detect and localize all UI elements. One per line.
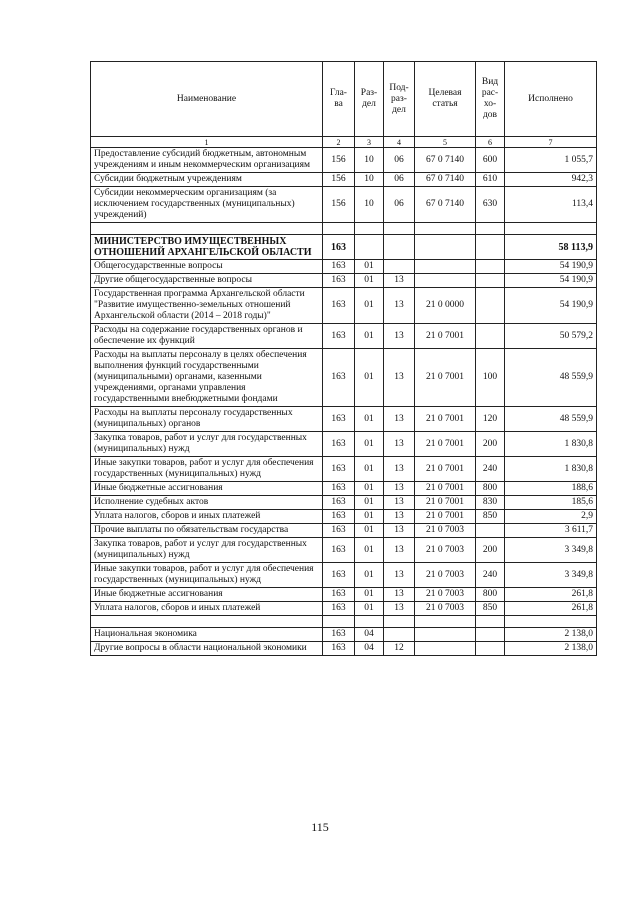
cell-name: Иные закупки товаров, работ и услуг для обеспечения государственных (муниципальных) нужд	[91, 457, 323, 482]
cell-vid	[476, 288, 505, 324]
empty-cell	[505, 223, 597, 235]
table-row	[91, 349, 597, 407]
cell-glava: 163	[323, 288, 355, 324]
empty-cell	[384, 223, 415, 235]
empty-cell	[355, 223, 384, 235]
cell-glava: 163	[323, 563, 355, 588]
cell-vid: 200	[476, 538, 505, 563]
cell-razdel: 10	[355, 187, 384, 223]
cell-ispolneno: 50 579,2	[505, 324, 597, 349]
cell-glava: 163	[323, 274, 355, 288]
header-celevaya: Целевая статья	[415, 62, 476, 137]
cell-celevaya	[415, 235, 476, 260]
cell-ispolneno: 185,6	[505, 496, 597, 510]
cell-celevaya: 67 0 7140	[415, 148, 476, 173]
cell-podrazdel	[384, 260, 415, 274]
cell-ispolneno: 1 830,8	[505, 457, 597, 482]
cell-razdel	[355, 235, 384, 260]
cell-ispolneno: 54 190,9	[505, 274, 597, 288]
cell-ispolneno: 261,8	[505, 602, 597, 616]
column-number: 1	[91, 137, 323, 148]
table-row	[91, 187, 597, 223]
cell-glava: 163	[323, 457, 355, 482]
header-ispolneno: Исполнено	[505, 62, 597, 137]
cell-name: Иные бюджетные ассигнования	[91, 482, 323, 496]
cell-glava: 156	[323, 187, 355, 223]
spacer-row	[91, 616, 597, 628]
cell-podrazdel: 06	[384, 173, 415, 187]
cell-razdel: 01	[355, 432, 384, 457]
header-podrazdel: Под- раз- дел	[384, 62, 415, 137]
cell-vid: 610	[476, 173, 505, 187]
cell-glava: 163	[323, 496, 355, 510]
cell-celevaya	[415, 642, 476, 656]
cell-celevaya: 21 0 0000	[415, 288, 476, 324]
cell-ispolneno: 261,8	[505, 588, 597, 602]
table-row	[91, 274, 597, 288]
cell-celevaya: 21 0 7003	[415, 563, 476, 588]
cell-ispolneno: 3 349,8	[505, 538, 597, 563]
cell-name: Закупка товаров, работ и услуг для государственных (муниципальных) нужд	[91, 432, 323, 457]
cell-celevaya	[415, 260, 476, 274]
cell-vid: 630	[476, 187, 505, 223]
cell-razdel: 01	[355, 538, 384, 563]
table-row	[91, 510, 597, 524]
cell-name: Уплата налогов, сборов и иных платежей	[91, 602, 323, 616]
cell-celevaya: 21 0 7003	[415, 538, 476, 563]
column-number: 6	[476, 137, 505, 148]
cell-vid	[476, 524, 505, 538]
cell-glava: 163	[323, 588, 355, 602]
cell-celevaya: 21 0 7001	[415, 510, 476, 524]
cell-name: Исполнение судебных актов	[91, 496, 323, 510]
cell-celevaya: 21 0 7003	[415, 524, 476, 538]
cell-name: Прочие выплаты по обязательствам государства	[91, 524, 323, 538]
cell-glava: 156	[323, 173, 355, 187]
cell-name: Закупка товаров, работ и услуг для государственных (муниципальных) нужд	[91, 538, 323, 563]
table-row	[91, 235, 597, 260]
cell-ispolneno: 54 190,9	[505, 288, 597, 324]
cell-podrazdel: 12	[384, 642, 415, 656]
cell-podrazdel: 13	[384, 349, 415, 407]
cell-name: Расходы на выплаты персоналу в целях обеспечения выполнения функций государственными (муниципальными) органами, казенными учреждениями, органами управления государственными внебюджетными фондами	[91, 349, 323, 407]
table-header-row	[91, 62, 597, 137]
cell-vid	[476, 274, 505, 288]
cell-podrazdel: 13	[384, 274, 415, 288]
table-row	[91, 563, 597, 588]
cell-razdel: 01	[355, 407, 384, 432]
cell-ispolneno: 2,9	[505, 510, 597, 524]
cell-podrazdel: 13	[384, 602, 415, 616]
cell-celevaya: 21 0 7003	[415, 602, 476, 616]
cell-name: Другие вопросы в области национальной экономики	[91, 642, 323, 656]
table-row	[91, 324, 597, 349]
cell-podrazdel: 13	[384, 457, 415, 482]
cell-glava: 163	[323, 235, 355, 260]
cell-podrazdel: 13	[384, 524, 415, 538]
table-row	[91, 602, 597, 616]
cell-celevaya: 67 0 7140	[415, 187, 476, 223]
cell-razdel: 04	[355, 642, 384, 656]
cell-podrazdel: 13	[384, 563, 415, 588]
cell-ispolneno: 54 190,9	[505, 260, 597, 274]
cell-ispolneno: 48 559,9	[505, 407, 597, 432]
cell-vid: 800	[476, 482, 505, 496]
cell-glava: 163	[323, 538, 355, 563]
spacer-row	[91, 223, 597, 235]
cell-vid: 100	[476, 349, 505, 407]
empty-cell	[415, 223, 476, 235]
cell-glava: 163	[323, 407, 355, 432]
cell-podrazdel: 13	[384, 538, 415, 563]
cell-podrazdel: 13	[384, 482, 415, 496]
empty-cell	[476, 616, 505, 628]
cell-podrazdel: 13	[384, 407, 415, 432]
budget-table	[90, 61, 597, 656]
empty-cell	[476, 223, 505, 235]
empty-cell	[91, 616, 323, 628]
cell-vid: 850	[476, 510, 505, 524]
cell-ispolneno: 942,3	[505, 173, 597, 187]
table-row	[91, 524, 597, 538]
page-number: 115	[311, 820, 329, 834]
cell-ispolneno: 2 138,0	[505, 628, 597, 642]
cell-name: Общегосударственные вопросы	[91, 260, 323, 274]
cell-vid: 830	[476, 496, 505, 510]
cell-vid: 120	[476, 407, 505, 432]
empty-cell	[323, 223, 355, 235]
cell-celevaya: 67 0 7140	[415, 173, 476, 187]
empty-cell	[355, 616, 384, 628]
column-number: 3	[355, 137, 384, 148]
cell-celevaya: 21 0 7003	[415, 588, 476, 602]
cell-razdel: 01	[355, 563, 384, 588]
cell-celevaya: 21 0 7001	[415, 482, 476, 496]
cell-razdel: 01	[355, 457, 384, 482]
cell-podrazdel: 13	[384, 432, 415, 457]
cell-razdel: 01	[355, 274, 384, 288]
header-vid: Вид рас- хо- дов	[476, 62, 505, 137]
cell-ispolneno: 48 559,9	[505, 349, 597, 407]
table-row	[91, 588, 597, 602]
cell-name: Государственная программа Архангельской области "Развитие имущественно-земельных отношений Архангельской области (2014 – 2018 годы)"	[91, 288, 323, 324]
cell-celevaya: 21 0 7001	[415, 407, 476, 432]
table-row	[91, 628, 597, 642]
empty-cell	[415, 616, 476, 628]
column-number: 2	[323, 137, 355, 148]
table-row	[91, 173, 597, 187]
cell-ispolneno: 113,4	[505, 187, 597, 223]
cell-ispolneno: 1 055,7	[505, 148, 597, 173]
cell-name: Иные бюджетные ассигнования	[91, 588, 323, 602]
cell-razdel: 10	[355, 148, 384, 173]
empty-cell	[323, 616, 355, 628]
cell-razdel: 10	[355, 173, 384, 187]
cell-podrazdel: 13	[384, 588, 415, 602]
cell-name: Предоставление субсидий бюджетным, автономным учреждениям и иным некоммерческим организациям	[91, 148, 323, 173]
cell-celevaya: 21 0 7001	[415, 496, 476, 510]
column-number-row	[91, 137, 597, 148]
header-razdel: Раз- дел	[355, 62, 384, 137]
cell-podrazdel	[384, 235, 415, 260]
cell-celevaya: 21 0 7001	[415, 349, 476, 407]
cell-name: Уплата налогов, сборов и иных платежей	[91, 510, 323, 524]
table-row	[91, 432, 597, 457]
cell-vid: 800	[476, 588, 505, 602]
cell-vid	[476, 324, 505, 349]
table-body	[91, 148, 597, 656]
cell-name: МИНИСТЕРСТВО ИМУЩЕСТВЕННЫХ ОТНОШЕНИЙ АРХАНГЕЛЬСКОЙ ОБЛАСТИ	[91, 235, 323, 260]
cell-name: Субсидии бюджетным учреждениям	[91, 173, 323, 187]
cell-podrazdel: 06	[384, 187, 415, 223]
cell-glava: 156	[323, 148, 355, 173]
cell-podrazdel: 13	[384, 510, 415, 524]
cell-glava: 163	[323, 432, 355, 457]
table-row	[91, 496, 597, 510]
cell-ispolneno: 2 138,0	[505, 642, 597, 656]
cell-razdel: 01	[355, 482, 384, 496]
cell-razdel: 01	[355, 588, 384, 602]
empty-cell	[505, 616, 597, 628]
table-row	[91, 288, 597, 324]
cell-glava: 163	[323, 524, 355, 538]
cell-ispolneno: 188,6	[505, 482, 597, 496]
cell-vid	[476, 628, 505, 642]
cell-glava: 163	[323, 510, 355, 524]
table-row	[91, 642, 597, 656]
table-row	[91, 482, 597, 496]
cell-ispolneno: 58 113,9	[505, 235, 597, 260]
table-row	[91, 148, 597, 173]
header-glava: Гла- ва	[323, 62, 355, 137]
header-name: Наименование	[91, 62, 323, 137]
cell-name: Субсидии некоммерческим организациям (за исключением государственных (муниципальных) учреждений)	[91, 187, 323, 223]
cell-razdel: 01	[355, 510, 384, 524]
cell-razdel: 04	[355, 628, 384, 642]
cell-razdel: 01	[355, 288, 384, 324]
table-row	[91, 538, 597, 563]
cell-glava: 163	[323, 349, 355, 407]
cell-celevaya	[415, 274, 476, 288]
cell-ispolneno: 1 830,8	[505, 432, 597, 457]
table-row	[91, 407, 597, 432]
column-number: 5	[415, 137, 476, 148]
cell-vid: 200	[476, 432, 505, 457]
cell-celevaya	[415, 628, 476, 642]
cell-celevaya: 21 0 7001	[415, 432, 476, 457]
cell-glava: 163	[323, 482, 355, 496]
cell-podrazdel: 13	[384, 324, 415, 349]
cell-vid: 600	[476, 148, 505, 173]
cell-glava: 163	[323, 642, 355, 656]
cell-vid: 240	[476, 457, 505, 482]
cell-name: Расходы на выплаты персоналу государственных (муниципальных) органов	[91, 407, 323, 432]
cell-razdel: 01	[355, 496, 384, 510]
table-row	[91, 260, 597, 274]
cell-podrazdel	[384, 628, 415, 642]
cell-podrazdel: 13	[384, 288, 415, 324]
table-row	[91, 457, 597, 482]
column-number: 4	[384, 137, 415, 148]
cell-vid	[476, 235, 505, 260]
cell-vid	[476, 260, 505, 274]
cell-name: Иные закупки товаров, работ и услуг для обеспечения государственных (муниципальных) нужд	[91, 563, 323, 588]
cell-razdel: 01	[355, 349, 384, 407]
column-number: 7	[505, 137, 597, 148]
cell-vid: 850	[476, 602, 505, 616]
empty-cell	[91, 223, 323, 235]
cell-razdel: 01	[355, 260, 384, 274]
cell-celevaya: 21 0 7001	[415, 457, 476, 482]
cell-glava: 163	[323, 628, 355, 642]
cell-name: Расходы на содержание государственных органов и обеспечение их функций	[91, 324, 323, 349]
cell-ispolneno: 3 611,7	[505, 524, 597, 538]
cell-podrazdel: 13	[384, 496, 415, 510]
cell-vid: 240	[476, 563, 505, 588]
cell-glava: 163	[323, 324, 355, 349]
cell-glava: 163	[323, 602, 355, 616]
cell-ispolneno: 3 349,8	[505, 563, 597, 588]
cell-razdel: 01	[355, 324, 384, 349]
cell-vid	[476, 642, 505, 656]
empty-cell	[384, 616, 415, 628]
cell-name: Национальная экономика	[91, 628, 323, 642]
cell-celevaya: 21 0 7001	[415, 324, 476, 349]
cell-podrazdel: 06	[384, 148, 415, 173]
cell-glava: 163	[323, 260, 355, 274]
cell-razdel: 01	[355, 602, 384, 616]
cell-name: Другие общегосударственные вопросы	[91, 274, 323, 288]
cell-razdel: 01	[355, 524, 384, 538]
